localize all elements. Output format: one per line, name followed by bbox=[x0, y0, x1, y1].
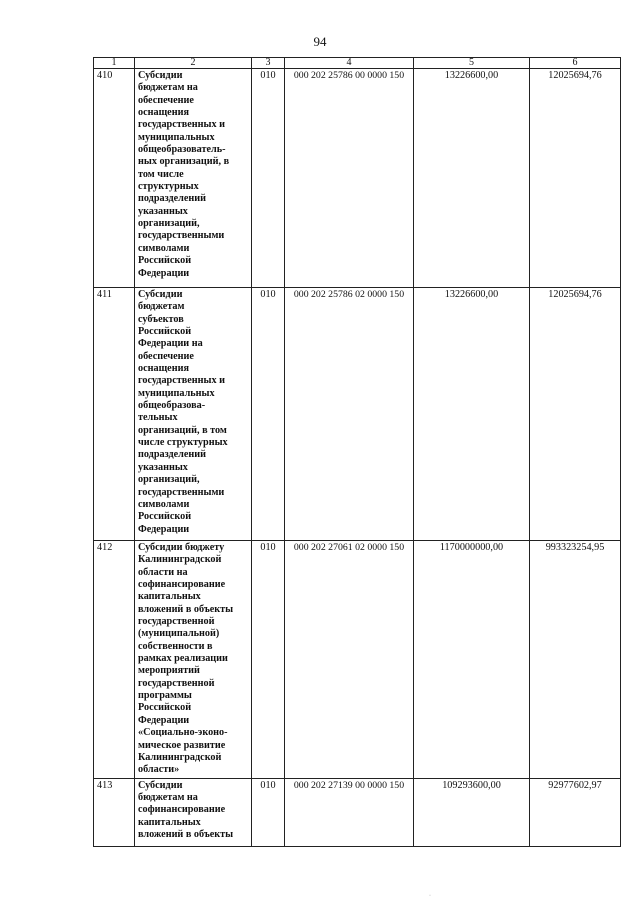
description-line: вложений в объекты bbox=[138, 603, 234, 615]
description-line: том числе bbox=[138, 168, 184, 180]
description-line: софинансирование bbox=[138, 579, 226, 591]
description-line: государственной bbox=[138, 677, 215, 689]
description-line: бюджетам на bbox=[138, 791, 198, 803]
column-header: 5 bbox=[414, 58, 530, 69]
table-body bbox=[94, 69, 621, 847]
description-line: обеспечение bbox=[138, 94, 194, 106]
description-line: Субсидии бюджету bbox=[138, 542, 225, 553]
row-description bbox=[135, 541, 252, 779]
description-line: собственности в bbox=[138, 640, 213, 652]
table-row bbox=[94, 69, 621, 288]
description-line: оснащения bbox=[138, 107, 189, 119]
description-line: муниципальных bbox=[138, 387, 215, 399]
row-fact-amount: 92977602,97 bbox=[530, 778, 621, 846]
scan-mark: · bbox=[429, 893, 431, 899]
description-line: государственной bbox=[138, 616, 215, 628]
page-number: 94 bbox=[313, 34, 327, 49]
description-line: Федерации bbox=[138, 714, 190, 726]
row-code: 010 bbox=[252, 288, 285, 541]
description-line: обеспечение bbox=[138, 350, 194, 362]
column-header: 1 bbox=[94, 58, 135, 69]
description-line: Российской bbox=[138, 326, 192, 338]
column-header: 3 bbox=[252, 58, 285, 69]
row-plan-amount: 1170000000,00 bbox=[414, 541, 530, 779]
description-line: области» bbox=[138, 764, 180, 776]
description-line: капитальных bbox=[138, 816, 201, 828]
description-line: структурных bbox=[138, 181, 199, 193]
description-line: организаций, bbox=[138, 474, 200, 486]
description-line: символами bbox=[138, 498, 190, 510]
description-line: тельных bbox=[138, 412, 178, 424]
row-fact-amount: 12025694,76 bbox=[530, 288, 621, 541]
row-plan-amount: 13226600,00 bbox=[414, 69, 530, 288]
row-description bbox=[135, 288, 252, 541]
description-line: (муниципальной) bbox=[138, 628, 220, 640]
description-line: Федерации на bbox=[138, 338, 203, 350]
row-number: 412 bbox=[94, 541, 135, 779]
description-line: Калининградской bbox=[138, 554, 222, 566]
description-line: общеобразователь- bbox=[138, 144, 226, 156]
description-line: Субсидии bbox=[138, 779, 183, 791]
description-line: бюджетам bbox=[138, 301, 185, 313]
row-number: 411 bbox=[94, 288, 135, 541]
description-line: символами bbox=[138, 242, 190, 254]
description-line: области на bbox=[138, 566, 188, 578]
row-code: 010 bbox=[252, 778, 285, 846]
description-line: Субсидии bbox=[138, 70, 183, 81]
description-line: Федерации bbox=[138, 267, 190, 279]
table-header-row bbox=[94, 58, 621, 69]
description-line: общеобразова- bbox=[138, 400, 206, 412]
row-kbk: 000 202 25786 02 0000 150 bbox=[285, 288, 414, 541]
row-description bbox=[135, 69, 252, 288]
description-line: вложений в объекты bbox=[138, 828, 234, 840]
row-fact-amount: 12025694,76 bbox=[530, 69, 621, 288]
row-kbk: 000 202 27061 02 0000 150 bbox=[285, 541, 414, 779]
description-line: программы bbox=[138, 690, 192, 702]
description-line: Субсидии bbox=[138, 289, 183, 300]
row-fact-amount: 993323254,95 bbox=[530, 541, 621, 779]
description-line: софинансирование bbox=[138, 804, 226, 816]
row-number: 413 bbox=[94, 778, 135, 846]
column-header: 2 bbox=[135, 58, 252, 69]
description-line: организаций, bbox=[138, 218, 200, 230]
column-header: 4 bbox=[285, 58, 414, 69]
description-line: государственными bbox=[138, 486, 225, 498]
row-plan-amount: 13226600,00 bbox=[414, 288, 530, 541]
description-line: Российской bbox=[138, 255, 192, 267]
description-line: мероприятий bbox=[138, 665, 200, 677]
description-line: субъектов bbox=[138, 313, 184, 325]
description-line: подразделений bbox=[138, 193, 207, 205]
table-row bbox=[94, 778, 621, 846]
description-line: числе структурных bbox=[138, 437, 228, 449]
description-line: Калининградской bbox=[138, 751, 222, 763]
description-line: организаций, в том bbox=[138, 424, 227, 436]
row-code: 010 bbox=[252, 541, 285, 779]
row-number: 410 bbox=[94, 69, 135, 288]
column-header: 6 bbox=[530, 58, 621, 69]
description-line: бюджетам на bbox=[138, 82, 198, 94]
description-line: «Социально-эконо- bbox=[138, 727, 228, 739]
description-line: Федерации bbox=[138, 523, 190, 535]
description-line: Российской bbox=[138, 702, 192, 714]
row-kbk: 000 202 25786 00 0000 150 bbox=[285, 69, 414, 288]
description-line: мическое развитие bbox=[138, 739, 226, 751]
description-line: указанных bbox=[138, 461, 188, 473]
description-line: капитальных bbox=[138, 591, 201, 603]
description-line: муниципальных bbox=[138, 131, 215, 143]
table-row bbox=[94, 541, 621, 779]
description-line: указанных bbox=[138, 205, 188, 217]
table-row bbox=[94, 288, 621, 541]
row-plan-amount: 109293600,00 bbox=[414, 778, 530, 846]
description-line: оснащения bbox=[138, 363, 189, 375]
description-line: ных организаций, в bbox=[138, 156, 230, 168]
description-line: государственных и bbox=[138, 375, 225, 387]
description-line: Российской bbox=[138, 511, 192, 523]
row-kbk: 000 202 27139 00 0000 150 bbox=[285, 778, 414, 846]
budget-table bbox=[93, 57, 621, 847]
description-line: государственных и bbox=[138, 119, 225, 131]
description-line: подразделений bbox=[138, 449, 207, 461]
row-description bbox=[135, 778, 252, 846]
row-code: 010 bbox=[252, 69, 285, 288]
description-line: государственными bbox=[138, 230, 225, 242]
description-line: рамках реализации bbox=[138, 653, 228, 665]
